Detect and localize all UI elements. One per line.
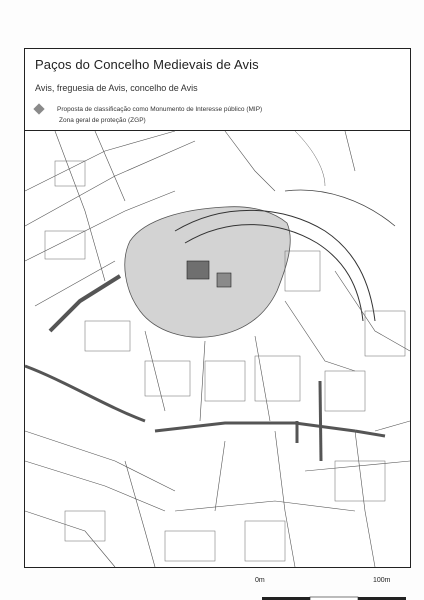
- map-canvas[interactable]: [25, 131, 410, 584]
- legend-item-zgp: [59, 117, 146, 124]
- scale-end-label: 100m: [373, 577, 391, 584]
- map-subtitle: Avis, freguesia de Avis, concelho de Avis: [35, 83, 198, 93]
- legend-label-zgp: Zona geral de proteção (ZGP): [59, 117, 146, 124]
- mip-diamond-icon: [33, 103, 44, 114]
- map-header: [25, 49, 410, 131]
- scale-start-label: 0m: [255, 577, 265, 584]
- monument-annex: [217, 273, 231, 287]
- street-map: [25, 131, 410, 567]
- map-title: Paços do Concelho Medievais de Avis: [35, 57, 259, 72]
- legend-label-mip: Proposta de classificação como Monumento de Interesse público (MIP): [57, 105, 263, 113]
- legend-item-mip: [35, 105, 262, 113]
- monument-building: [187, 261, 209, 279]
- wall-vertical: [320, 381, 321, 461]
- map-frame: [24, 48, 411, 584]
